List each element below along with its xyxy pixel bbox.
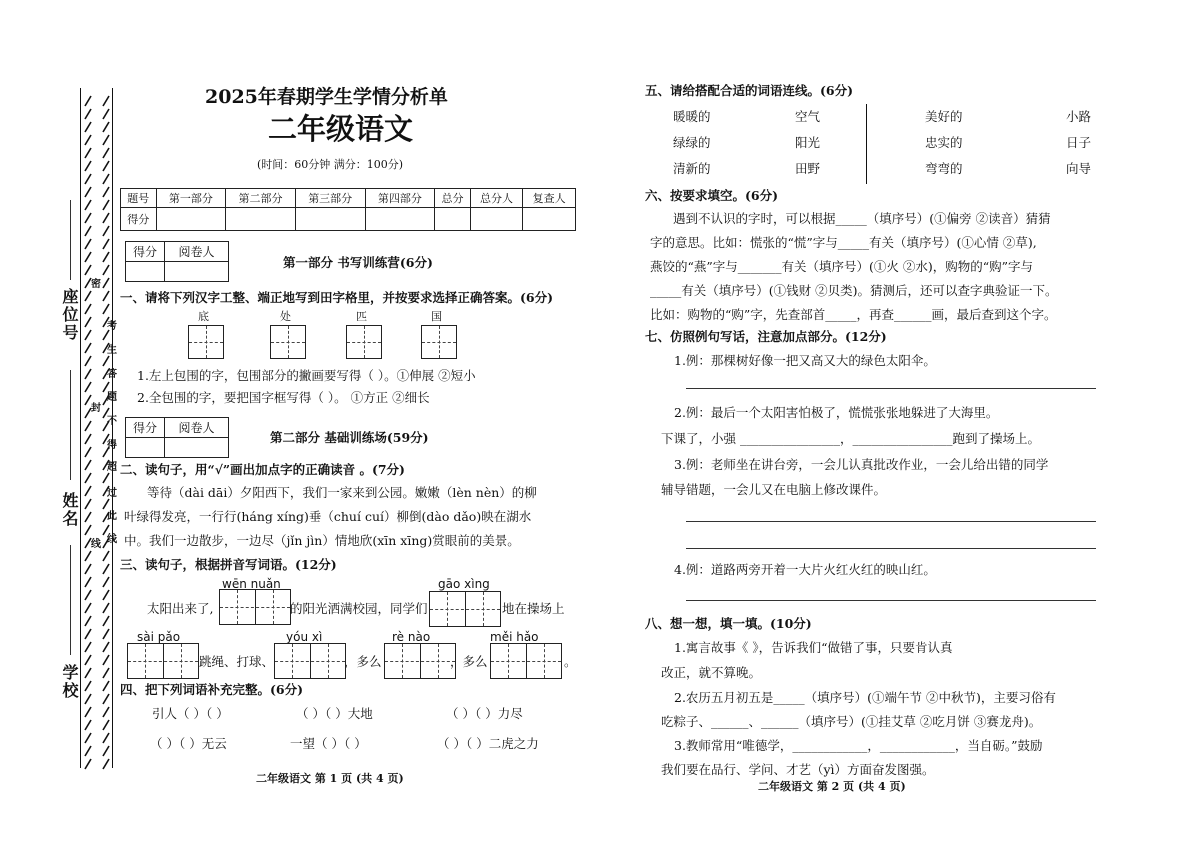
binding-dash-inner — [102, 404, 110, 416]
binding-warning-char: 线 — [107, 534, 117, 545]
q7-example-1: 1.例：那棵树好像一把又高又大的绿色太阳伞。 — [674, 353, 936, 368]
binding-dash-inner — [102, 742, 110, 754]
binding-dash — [84, 326, 92, 338]
mi-label: 密 — [91, 279, 101, 290]
match-word[interactable]: 田野 — [795, 161, 821, 176]
binding-warning-char: 题 — [107, 392, 117, 403]
name-label: 姓名 — [60, 492, 79, 528]
q8-item-3a[interactable]: 3.教师常用“唯德学，____________，____________，当自砺。”鼓励 — [674, 738, 1043, 753]
score-header-cell: 第四部分 — [365, 189, 435, 208]
binding-dash-inner — [102, 274, 110, 286]
mark-score-cell[interactable] — [126, 438, 165, 458]
binding-dash-inner — [102, 547, 110, 559]
pinyin-saipao: sài pǎo — [137, 630, 181, 644]
binding-dash — [84, 651, 92, 663]
q6-line-2: 字的意思。比如：慌张的“慌”字与_____有关（填序号）(①心情 ②草), — [650, 235, 1037, 250]
binding-dash — [84, 183, 92, 195]
binding-dash-inner — [102, 729, 110, 741]
match-word[interactable]: 阳光 — [795, 135, 821, 150]
binding-dash-inner — [102, 170, 110, 182]
binding-dash — [84, 170, 92, 182]
match-word[interactable]: 忠实的 — [925, 135, 963, 150]
binding-dash-inner — [102, 755, 110, 767]
score-header-cell: 第二部分 — [226, 189, 296, 208]
binding-dash-inner — [102, 261, 110, 273]
q8-prompt: 八、想一想，填一填。(10分) — [645, 616, 812, 631]
tianzige-box[interactable] — [270, 325, 306, 359]
xian-label: 线 — [91, 539, 101, 550]
sample-char: 匹 — [356, 310, 367, 323]
binding-dash — [84, 690, 92, 702]
binding-dash-inner — [102, 521, 110, 533]
binding-dash — [84, 469, 92, 481]
mark-box-1 — [125, 241, 229, 282]
binding-dash-inner — [102, 703, 110, 715]
mark-grader-cell[interactable] — [165, 262, 229, 282]
binding-line-inner — [112, 88, 113, 768]
score-header-cell: 总分人 — [470, 189, 523, 208]
q6-line-3: 燕饺的“燕”字与_______有关（填序号）(①火 ②水)，购物的“购”字与 — [650, 259, 1034, 274]
binding-dash-inner — [102, 157, 110, 169]
binding-dash — [84, 339, 92, 351]
binding-dash — [84, 222, 92, 234]
binding-warning-char: 生 — [107, 345, 117, 356]
score-cell[interactable] — [435, 208, 471, 231]
binding-dash — [84, 664, 92, 676]
binding-dash-inner — [102, 196, 110, 208]
binding-dash — [84, 599, 92, 611]
pinyin-wennuan: wēn nuǎn — [222, 577, 281, 591]
binding-dash — [84, 313, 92, 325]
pinyin-answer-grid[interactable] — [274, 643, 346, 679]
pinyin-answer-grid[interactable] — [429, 591, 501, 627]
mark-grader-label: 阅卷人 — [165, 418, 229, 438]
binding-dash-inner — [102, 560, 110, 572]
sample-char: 处 — [280, 310, 291, 323]
q3-text-a: 太阳出来了, — [147, 601, 214, 616]
binding-dash-inner — [102, 105, 110, 117]
q4-prompt: 四、把下列词语补充完整。(6分) — [120, 682, 304, 697]
part1-title: 第一部分 书写训练营(6分) — [283, 255, 433, 270]
score-header-cell: 总分 — [435, 189, 471, 208]
q7-answer-line-1[interactable] — [686, 388, 1096, 389]
binding-dash — [84, 677, 92, 689]
binding-dash — [84, 560, 92, 572]
q4-item-6: （ ）（ ）二虎之力 — [437, 736, 539, 751]
binding-warning-char: 得 — [107, 440, 117, 451]
exam-meta: (时间：60分钟 满分：100分) — [257, 158, 404, 171]
q6-prompt: 六、按要求填空。(6分) — [645, 188, 779, 203]
subject-title: 二年级语文 — [268, 112, 414, 146]
mark-grader-cell[interactable] — [165, 438, 229, 458]
binding-dash — [84, 430, 92, 442]
binding-dash-inner — [102, 612, 110, 624]
score-row-label: 得分 — [121, 208, 157, 231]
binding-dash — [84, 703, 92, 715]
tianzige-box[interactable] — [421, 325, 457, 359]
q7-answer-line-3b[interactable] — [686, 548, 1096, 549]
binding-dash — [84, 521, 92, 533]
q1-sub1: 1.左上包围的字，包围部分的撇画要写得（ ）。①伸展 ②短小 — [137, 368, 476, 383]
match-word[interactable]: 美好的 — [925, 109, 963, 124]
binding-dash — [84, 144, 92, 156]
binding-warning-char: 答 — [107, 369, 117, 380]
match-word[interactable]: 空气 — [795, 109, 821, 124]
q5-prompt: 五、请给搭配合适的词语连线。(6分) — [645, 83, 854, 98]
binding-dash — [84, 235, 92, 247]
binding-dash — [84, 612, 92, 624]
q1-sub2: 2.全包围的字，要把国字框写得（ ）。 ①方正 ②细长 — [137, 390, 430, 405]
q8-item-1b: 改正，就不算晚。 — [661, 665, 762, 680]
score-header-cell: 题号 — [121, 189, 157, 208]
q3-prompt: 三、读句子，根据拼音写词语。(12分) — [120, 557, 337, 572]
seat-field[interactable] — [70, 200, 72, 280]
binding-warning-char: 考 — [107, 321, 117, 332]
binding-dash — [84, 716, 92, 728]
binding-dash-inner — [102, 131, 110, 143]
binding-dash-inner — [102, 92, 110, 104]
mark-box-2 — [125, 417, 229, 458]
q4-item-3: （ ）（ ）力尽 — [446, 706, 523, 721]
pinyin-answer-grid[interactable] — [219, 589, 291, 625]
tianzige-box[interactable] — [346, 325, 382, 359]
score-cell[interactable] — [295, 208, 365, 231]
pinyin-answer-grid[interactable] — [127, 643, 199, 679]
q7-fill-2[interactable]: 下课了，小强 ________________，________________跑到了操场上。 — [661, 431, 1040, 446]
binding-dash-inner — [102, 144, 110, 156]
mark-score-label: 得分 — [126, 242, 165, 262]
q2-line-2: 叶绿得发亮，一行行(háng xíng)垂（chuí cuí）柳倒(dào dǎo)映在湖水 — [124, 509, 532, 524]
binding-dash — [84, 157, 92, 169]
binding-warning-char: 不 — [107, 416, 117, 427]
binding-dash — [84, 482, 92, 494]
binding-dash — [84, 456, 92, 468]
q2-prompt: 二、读句子，用“√”画出加点字的正确读音 。(7分) — [120, 462, 405, 477]
q8-item-1a[interactable]: 1.寓言故事《 》，告诉我们“做错了事，只要肯认真 — [674, 640, 953, 655]
binding-dash — [84, 625, 92, 637]
q3-text-d: 跳绳、打球、 — [199, 654, 275, 669]
binding-dash — [84, 248, 92, 260]
binding-dash-inner — [102, 716, 110, 728]
feng-label: 封 — [91, 403, 101, 414]
binding-dash-inner — [102, 183, 110, 195]
score-header-cell: 第一部分 — [156, 189, 226, 208]
q7-answer-line-4[interactable] — [686, 600, 1096, 601]
q7-answer-line-3a[interactable] — [686, 521, 1096, 522]
match-word[interactable]: 向导 — [1066, 161, 1092, 176]
footer-right: 二年级语文 第 2 页 (共 4 页) — [758, 780, 906, 793]
score-header-cell: 复查人 — [523, 189, 576, 208]
binding-dash — [84, 729, 92, 741]
binding-dash — [84, 118, 92, 130]
score-cell[interactable] — [156, 208, 226, 231]
binding-dash — [84, 417, 92, 429]
binding-dash-inner — [102, 586, 110, 598]
binding-dash — [84, 209, 92, 221]
binding-dash — [84, 586, 92, 598]
binding-dash-inner — [102, 118, 110, 130]
binding-dash — [84, 391, 92, 403]
binding-dash — [84, 378, 92, 390]
score-cell[interactable] — [470, 208, 523, 231]
q7-prompt: 七、仿照例句写话，注意加点部分。(12分) — [645, 329, 887, 344]
q1-prompt: 一、请将下列汉字工整、端正地写到田字格里，并按要求选择正确答案。(6分) — [120, 290, 554, 305]
part2-title: 第二部分 基础训练场(59分) — [270, 430, 429, 445]
q8-item-2a[interactable]: 2.农历五月初五是_____（填序号）(①端午节 ②中秋节)，主要习俗有 — [674, 690, 1056, 705]
binding-dash-inner — [102, 300, 110, 312]
binding-dash-inner — [102, 209, 110, 221]
binding-dash-inner — [102, 235, 110, 247]
binding-warning-char: 超 — [107, 462, 117, 473]
match-word[interactable]: 小路 — [1066, 109, 1092, 124]
q7-example-4: 4.例：道路两旁开着一大片火红火红的映山红。 — [674, 562, 936, 577]
binding-dash — [84, 495, 92, 507]
q6-line-1: 遇到不认识的字时，可以根据_____（填序号）(①偏旁 ②读音）猜猜 — [673, 211, 1051, 226]
school-label: 学校 — [60, 664, 79, 700]
binding-dash-inner — [102, 222, 110, 234]
binding-dash — [84, 352, 92, 364]
pinyin-gaoxing: gāo xìng — [438, 577, 490, 591]
q4-item-2: （ ）（ ）大地 — [296, 706, 373, 721]
mark-score-cell[interactable] — [126, 262, 165, 282]
score-table-score-row — [121, 208, 576, 231]
pinyin-answer-grid[interactable] — [384, 643, 456, 679]
match-word[interactable]: 暖暖的 — [673, 109, 711, 124]
score-table-header-row — [121, 189, 576, 208]
q2-line-1: 等待（dài dāi）夕阳西下，我们一家来到公园。嫩嫩（lèn nèn）的柳 — [147, 485, 537, 500]
seat-label: 座位号 — [60, 288, 79, 342]
sample-char: 底 — [198, 310, 209, 323]
tianzige-box[interactable] — [188, 325, 224, 359]
q7-example-3b: 辅导错题，一会儿又在电脑上修改课件。 — [661, 482, 887, 497]
name-field[interactable] — [70, 370, 72, 480]
q3-text-b: 的阳光洒满校园，同学们 — [290, 601, 428, 616]
binding-dash — [84, 508, 92, 520]
sample-char: 国 — [431, 310, 442, 323]
binding-dash — [84, 92, 92, 104]
binding-dash — [84, 742, 92, 754]
binding-dash-inner — [102, 287, 110, 299]
mark-grader-label: 阅卷人 — [165, 242, 229, 262]
q3-text-f: ，多么 — [450, 654, 488, 669]
binding-warning-char: 过 — [107, 488, 117, 499]
q7-example-2: 2.例：最后一个太阳害怕极了，慌慌张张地躲进了大海里。 — [674, 405, 999, 420]
binding-dash-inner — [102, 599, 110, 611]
score-cell[interactable] — [523, 208, 576, 231]
match-word[interactable]: 日子 — [1066, 135, 1092, 150]
footer-left: 二年级语文 第 1 页 (共 4 页) — [256, 772, 404, 785]
q3-text-c: 地在操场上 — [502, 601, 565, 616]
q2-line-3: 中。我们一边散步，一边尽（jǐn jìn）情地欣(xīn xīng)赏眼前的美景。 — [124, 533, 520, 548]
match-word[interactable]: 弯弯的 — [925, 161, 963, 176]
q6-line-5: 比如：购物的“购”字，先查部首_____，再查______画，最后查到这个字。 — [650, 307, 1057, 322]
q8-item-3b: 我们要在品行、学问、才艺（yì）方面奋发图强。 — [661, 762, 935, 777]
score-table — [120, 188, 576, 231]
pinyin-answer-grid[interactable] — [490, 643, 562, 679]
binding-dash-inner — [102, 677, 110, 689]
binding-dash-inner — [102, 638, 110, 650]
binding-dash — [84, 261, 92, 273]
binding-dash-inner — [102, 664, 110, 676]
pinyin-renao: rè nào — [392, 630, 431, 644]
q8-item-2b[interactable]: 吃粽子、______、______（填序号）(①挂艾草 ②吃月饼 ③赛龙舟)。 — [661, 714, 1042, 729]
match-word[interactable]: 绿绿的 — [673, 135, 711, 150]
binding-dash — [84, 131, 92, 143]
q5-divider — [866, 104, 867, 184]
pinyin-meihao: měi hǎo — [490, 630, 539, 644]
binding-dash-inner — [102, 690, 110, 702]
score-header-cell: 第三部分 — [295, 189, 365, 208]
mark-score-label: 得分 — [126, 418, 165, 438]
binding-dash-inner — [102, 248, 110, 260]
binding-dash — [84, 638, 92, 650]
binding-dash — [84, 443, 92, 455]
q3-text-e: ，多么 — [344, 654, 382, 669]
binding-dash — [84, 105, 92, 117]
binding-dash-inner — [102, 573, 110, 585]
binding-dash — [84, 196, 92, 208]
binding-dash — [84, 755, 92, 767]
score-cell[interactable] — [365, 208, 435, 231]
q3-text-g: 。 — [564, 654, 577, 669]
binding-warning-char: 此 — [107, 511, 117, 522]
score-cell[interactable] — [226, 208, 296, 231]
q4-item-1: 引人（ ）（ ） — [152, 706, 229, 721]
binding-dash — [84, 365, 92, 377]
pinyin-youxi: yóu xì — [286, 630, 323, 644]
q7-example-3a: 3.例：老师坐在讲台旁，一会儿认真批改作业，一会儿给出错的同学 — [674, 457, 1049, 472]
q4-item-5: 一望（ ）（ ） — [290, 736, 367, 751]
exam-title: 2025年春期学生学情分析单 — [205, 86, 448, 108]
binding-dash-inner — [102, 625, 110, 637]
binding-dash — [84, 300, 92, 312]
q4-item-4: （ ）（ ）无云 — [150, 736, 227, 751]
q6-line-4: _____有关（填序号）(①钱财 ②贝类)。猜测后，还可以查字典验证一下。 — [650, 283, 1058, 298]
school-field[interactable] — [70, 545, 72, 655]
binding-dash — [84, 573, 92, 585]
match-word[interactable]: 清新的 — [673, 161, 711, 176]
binding-dash-inner — [102, 651, 110, 663]
